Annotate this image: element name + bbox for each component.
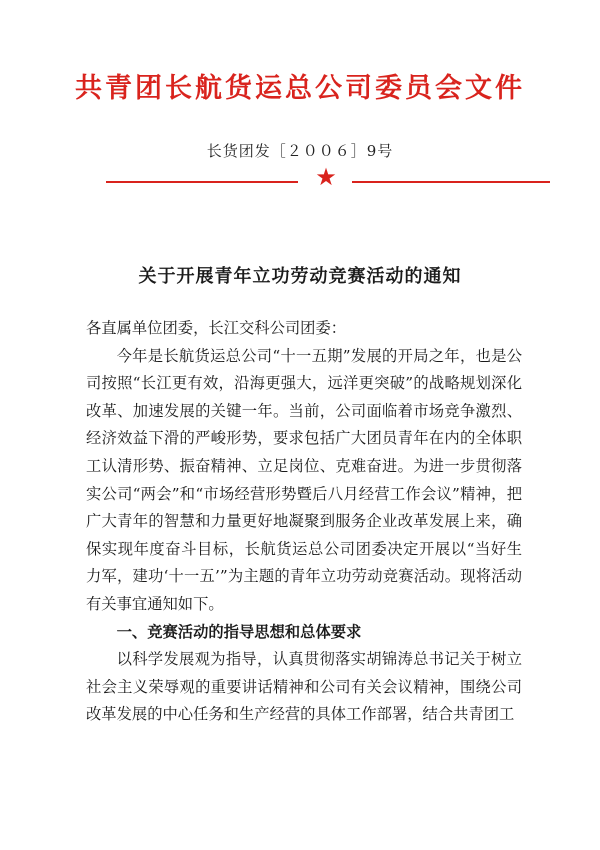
red-divider-left <box>106 181 298 183</box>
document-number: 长货团发［２００６］9号 <box>206 142 394 160</box>
section-heading-1: 一、竞赛活动的指导思想和总体要求 <box>116 622 362 641</box>
red-divider-right <box>352 181 550 183</box>
salutation: 各直属单位团委，长江交科公司团委： <box>86 319 347 337</box>
body-paragraph-1: 今年是长航货运总公司“十一五期”发展的开局之年，也是公司按照“长江更有效，沿海更强大，远洋更突破”的战略规划深化改革、加速发展的关键一年。当前，公司面临着市场竞争激烈、经济效益下滑的严峻形势，要求包括广大团员青年在内的全体职工认清形势、振奋精神、立足岗位、克难奋进。为进一步贯彻落实公司“两会”和“市场经营形势暨后八月经营工作会议”精神，把广大青年的智慧和力量更好地凝聚到服务企业改革发展上来，确保实现年度奋斗目标，长航货运总公司团委决定开展以“当好生力军，建功‘十一五’”为主题的青年立功劳动竞赛活动。现将活动有关事宜通知如下。 <box>86 346 522 613</box>
notice-body <box>86 315 522 729</box>
red-star-icon: ★ <box>315 163 337 191</box>
notice-title: 关于开展青年立功劳动竞赛活动的通知 <box>138 266 462 287</box>
body-paragraph-2: 以科学发展观为指导，认真贯彻落实胡锦涛总书记关于树立社会主义荣辱观的重要讲话精神和公司有关会议精神，围绕公司改革发展的中心任务和生产经营的具体工作部署，结合共青团工 <box>86 650 522 724</box>
document-header-title: 共青团长航货运总公司委员会文件 <box>75 73 525 104</box>
